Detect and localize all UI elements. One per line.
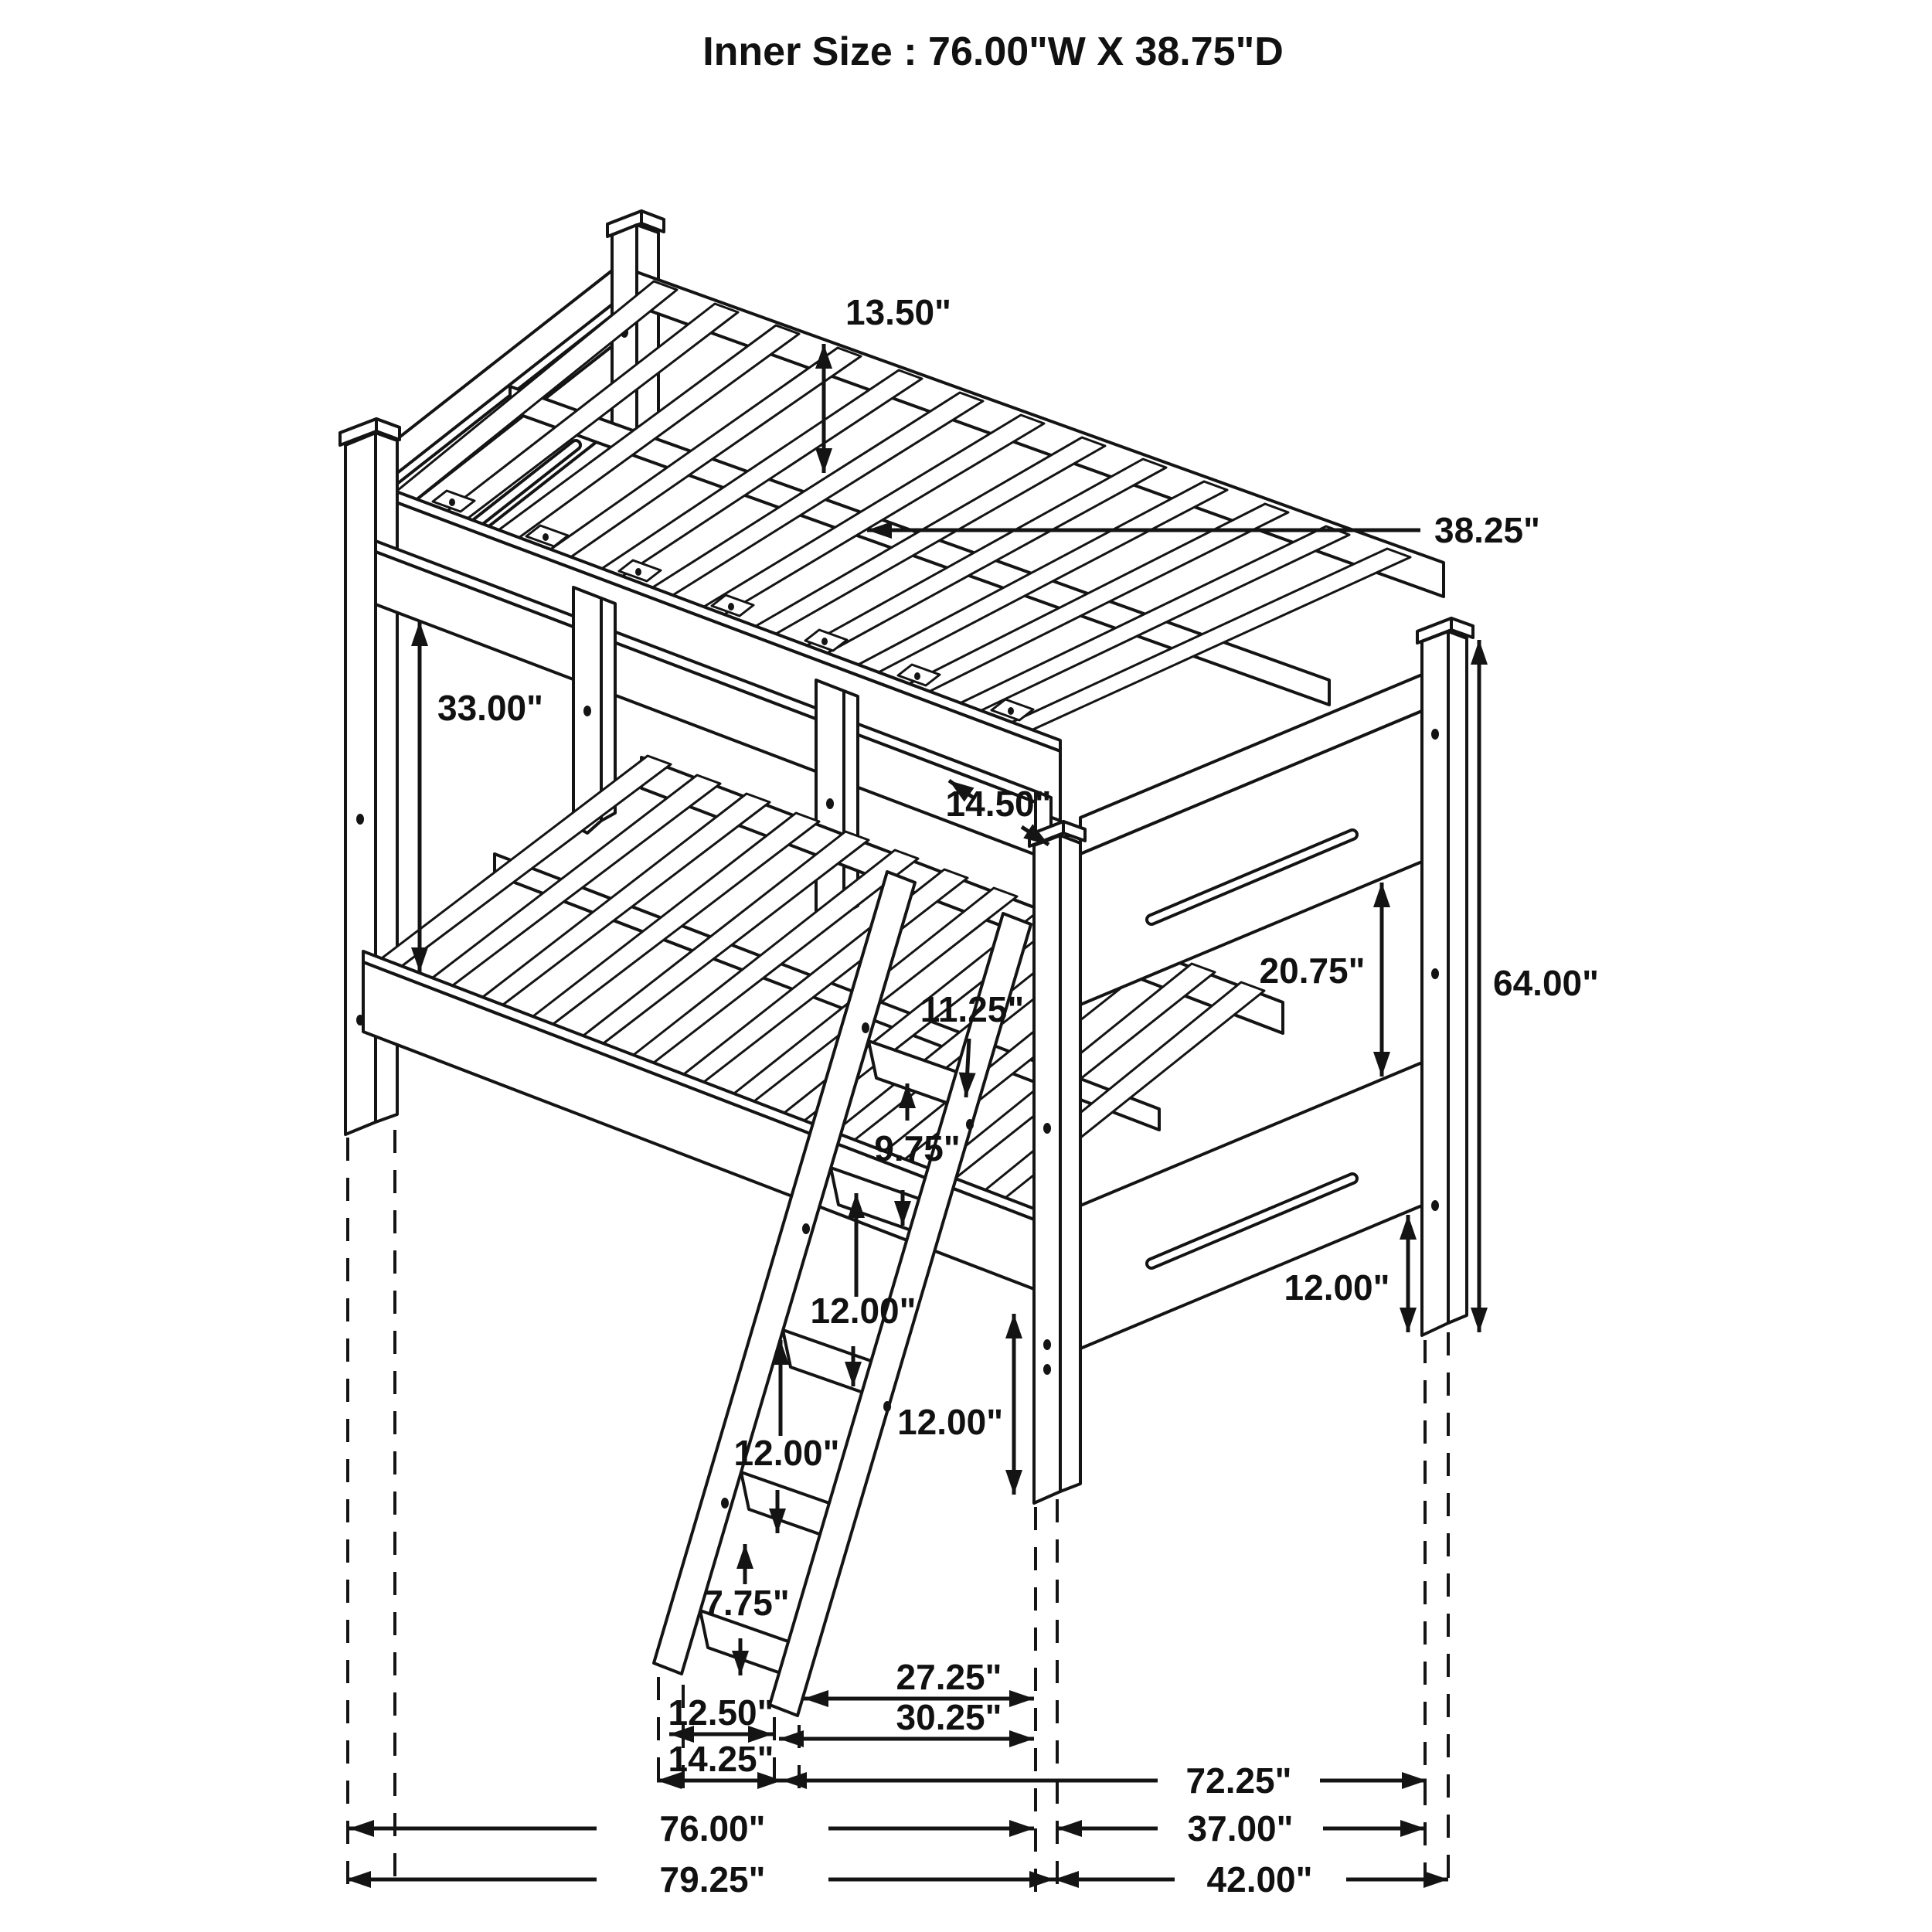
dim-label-14-25: 14.25": [668, 1739, 774, 1779]
dim-ladder-width-inner: [668, 1692, 774, 1734]
dim-overall-length: [346, 1859, 1054, 1900]
dim-label-30-25: 30.25": [896, 1697, 1002, 1737]
dim-ladder-span-inner: [804, 1657, 1034, 1699]
dim-label-7-75: 7.75": [703, 1583, 790, 1623]
dim-label-42-00: 42.00": [1206, 1859, 1313, 1900]
dim-label-14-50: 14.50": [945, 784, 1052, 824]
foot-back-post: [1417, 618, 1473, 1335]
dim-frame-length: [782, 1760, 1427, 1801]
dim-inner-length: [349, 1808, 1034, 1849]
dim-label-12-00-front-leg: 12.00": [897, 1402, 1003, 1442]
dim-label-12-00-foot-leg: 12.00": [1284, 1267, 1390, 1308]
dim-label-11-25: 11.25": [920, 989, 1025, 1029]
dim-label-27-25: 27.25": [896, 1657, 1002, 1697]
dim-label-9-75: 9.75": [874, 1128, 961, 1168]
dim-overall-depth: [1054, 1859, 1448, 1900]
dim-label-13-50: 13.50": [845, 292, 951, 332]
dim-label-12-50: 12.50": [668, 1692, 774, 1733]
dim-label-64-00: 64.00": [1493, 963, 1599, 1003]
foot-front-post: [1029, 821, 1085, 1503]
dim-label-72-25: 72.25": [1185, 1760, 1292, 1801]
dim-label-12-00-step2: 12.00": [733, 1433, 840, 1473]
dim-inner-depth: [1057, 1808, 1425, 1849]
dim-label-12-00-step1: 12.00": [810, 1291, 917, 1331]
dim-label-37-00: 37.00": [1187, 1808, 1294, 1849]
dim-front-leg-height: [897, 1314, 1014, 1495]
page-title: Inner Size : 76.00"W X 38.75"D: [702, 29, 1284, 74]
dim-label-76-00: 76.00": [659, 1808, 766, 1849]
dim-label-38-25: 38.25": [1434, 510, 1540, 550]
dim-overall-height: [1479, 640, 1599, 1332]
dim-label-20-75: 20.75": [1259, 951, 1366, 991]
dim-ladder-width-outer: [657, 1739, 782, 1781]
dim-label-79-25: 79.25": [659, 1859, 766, 1900]
dim-label-33-00: 33.00": [437, 688, 543, 728]
dim-ladder-span-outer: [779, 1697, 1034, 1739]
